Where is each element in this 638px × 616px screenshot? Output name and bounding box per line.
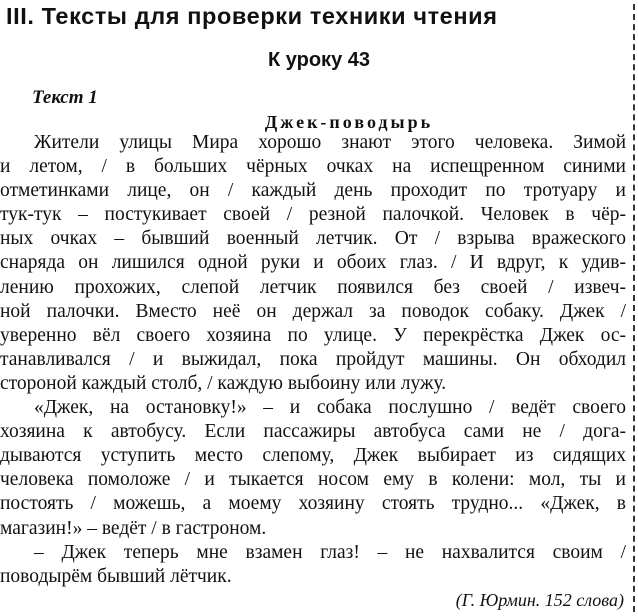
text-line: человека помоложе / и тыкается носом ему в колени: мол, ты и — [0, 469, 626, 491]
text-line: уверенно вёл своего хозяина по улице. У перекрёстка Джек ос- — [0, 324, 626, 346]
text-line: поводырём бывший лётчик. — [0, 565, 232, 587]
text-line: ных очках – бывший военный летчик. От / взрыва вражеского — [0, 228, 626, 250]
story-body — [0, 131, 626, 589]
text-line: отметинками лице, он / каждый день проходит по тротуару и — [0, 180, 626, 202]
text-line: хозяина к автобусу. Если пассажиры автобуса сами не / дога- — [0, 421, 626, 443]
text-line: и летом, / в больших чёрных очках на испещренном синими — [0, 156, 626, 178]
page-edge-divider — [633, 4, 635, 612]
source-citation: (Г. Юрмин. 152 слова) — [455, 590, 624, 610]
text-line: дываются уступить место слепому, Джек выбирает из сидящих — [0, 445, 626, 467]
text-line: лению прохожих, слепой летчик появился без своей / извеч- — [0, 276, 626, 298]
text-line: – Джек теперь мне взамен глаз! – не нахвалится своим / — [34, 541, 626, 563]
text-line: постоять / можешь, а моему хозяину стоять трудно... «Джек, в — [0, 493, 626, 515]
lesson-title: К уроку 43 — [268, 49, 370, 71]
text-line: ной палочки. Вместо неё он держал за поводок собаку. Джек / — [0, 300, 626, 322]
text-line: стороной каждый столб, / каждую выбоину или лужу. — [0, 372, 447, 394]
text-line: тук-тук – постукивает своей / резной палочкой. Человек в чёр- — [0, 204, 626, 226]
text-line: Жители улицы Мира хорошо знают этого человека. Зимой — [34, 132, 626, 153]
text-line: танавливался / и выжидал, пока пройдут машины. Он обходил — [0, 348, 626, 370]
section-title: III. Тексты для проверки техники чтения — [6, 3, 498, 29]
text-line: снаряда он лишился одной руки и обоих глаз. / И вдруг, к удив- — [0, 252, 626, 274]
story-title: Джек-поводырь — [264, 112, 434, 132]
text-label: Текст 1 — [32, 87, 98, 108]
text-line: «Джек, на остановку!» – и собака послушно / ведёт своего — [34, 397, 626, 419]
text-line: магазин!» – ведёт / в гастроном. — [0, 517, 267, 539]
